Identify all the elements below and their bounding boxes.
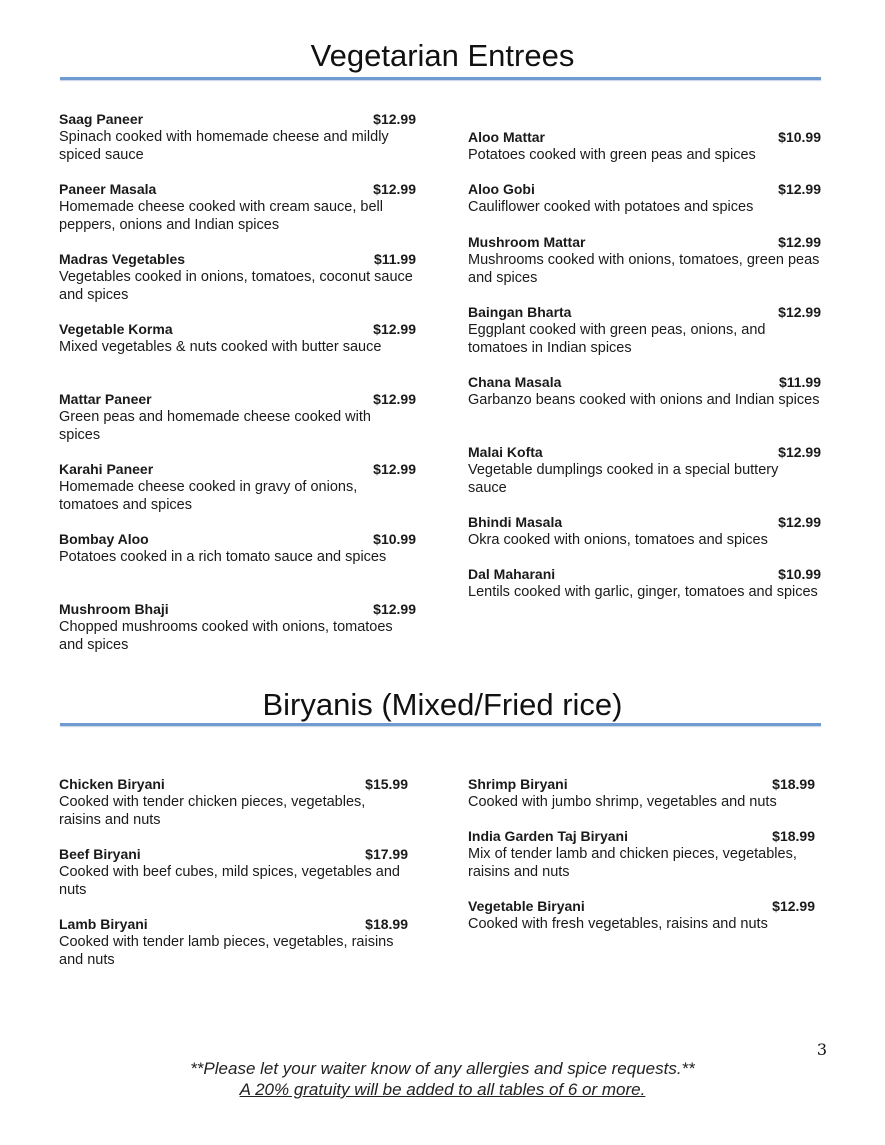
item-price: $12.99 <box>373 391 416 407</box>
item-name: Madras Vegetables <box>59 251 186 267</box>
menu-item <box>59 530 416 566</box>
menu-item <box>468 775 815 811</box>
item-price: $11.99 <box>778 374 821 390</box>
item-name: Vegetable Korma <box>59 321 173 337</box>
item-description: Mushrooms cooked with onions, tomatoes, green peas and spices <box>468 252 820 286</box>
menu-item <box>468 128 821 164</box>
item-price: $12.99 <box>772 898 815 914</box>
menu-item <box>468 827 815 881</box>
menu-item <box>59 460 416 514</box>
item-name: Baingan Bharta <box>468 304 572 320</box>
menu-item <box>59 845 408 899</box>
page-number: 3 <box>816 1040 827 1059</box>
item-name: Karahi Paneer <box>59 461 154 477</box>
item-price: $15.99 <box>365 776 408 792</box>
item-name: Mushroom Bhaji <box>59 601 169 617</box>
menu-item <box>468 233 821 287</box>
item-description: Mix of tender lamb and chicken pieces, vegetables, raisins and nuts <box>468 846 797 880</box>
item-description: Garbanzo beans cooked with onions and Indian spices <box>468 392 820 408</box>
item-description: Vegetable dumplings cooked in a special buttery sauce <box>468 462 779 496</box>
item-description: Potatoes cooked with green peas and spices <box>468 147 756 163</box>
item-price: $10.99 <box>373 531 416 547</box>
item-name: Aloo Mattar <box>468 129 545 145</box>
item-description: Homemade cheese cooked with cream sauce, bell peppers, onions and Indian spices <box>59 199 383 233</box>
item-price: $11.99 <box>373 251 416 267</box>
item-description: Mixed vegetables & nuts cooked with butter sauce <box>59 339 382 355</box>
item-name: Bhindi Masala <box>468 514 563 530</box>
item-price: $12.99 <box>373 601 416 617</box>
menu-item <box>468 513 821 549</box>
item-name: Shrimp Biryani <box>468 776 568 792</box>
menu-item <box>468 897 815 933</box>
section-divider <box>60 77 821 80</box>
item-name: Aloo Gobi <box>468 181 535 197</box>
item-price: $10.99 <box>778 129 821 145</box>
menu-item <box>59 600 416 654</box>
item-description: Green peas and homemade cheese cooked with spices <box>59 409 371 443</box>
item-name: Mushroom Mattar <box>468 234 586 250</box>
item-price: $12.99 <box>373 181 416 197</box>
footer-gratuity-note: A 20% gratuity will be added to all tables of 6 or more. <box>239 1080 646 1099</box>
item-description: Cooked with fresh vegetables, raisins and nuts <box>468 916 768 932</box>
item-price: $12.99 <box>373 461 416 477</box>
section-title-biryanis: Biryanis (Mixed/Fried rice) <box>262 687 623 722</box>
item-price: $12.99 <box>778 234 821 250</box>
item-name: Saag Paneer <box>59 111 144 127</box>
item-name: Mattar Paneer <box>59 391 152 407</box>
item-price: $12.99 <box>778 514 821 530</box>
item-name: Paneer Masala <box>59 181 157 197</box>
item-price: $18.99 <box>772 776 815 792</box>
menu-item <box>59 250 416 304</box>
section-divider <box>60 723 821 726</box>
item-description: Cooked with beef cubes, mild spices, vegetables and nuts <box>59 864 400 898</box>
menu-item <box>468 303 821 357</box>
item-name: Vegetable Biryani <box>468 898 585 914</box>
item-name: Lamb Biryani <box>59 916 148 932</box>
item-name: Bombay Aloo <box>59 531 149 547</box>
item-description: Spinach cooked with homemade cheese and mildly spiced sauce <box>59 129 389 163</box>
item-price: $18.99 <box>772 828 815 844</box>
item-description: Eggplant cooked with green peas, onions, and tomatoes in Indian spices <box>468 322 766 356</box>
menu-item <box>59 915 408 969</box>
item-price: $12.99 <box>778 444 821 460</box>
menu-item <box>59 110 416 164</box>
item-name: India Garden Taj Biryani <box>468 828 629 844</box>
item-description: Homemade cheese cooked in gravy of onions, tomatoes and spices <box>59 479 358 513</box>
item-name: Malai Kofta <box>468 444 543 460</box>
menu-item <box>468 180 821 216</box>
item-name: Chicken Biryani <box>59 776 165 792</box>
item-price: $12.99 <box>373 321 416 337</box>
menu-item <box>468 373 821 409</box>
item-price: $12.99 <box>373 111 416 127</box>
item-price: $10.99 <box>778 566 821 582</box>
menu-item <box>59 320 416 356</box>
item-description: Lentils cooked with garlic, ginger, tomatoes and spices <box>468 584 818 600</box>
menu-item <box>59 775 408 829</box>
item-price: $12.99 <box>778 304 821 320</box>
item-name: Beef Biryani <box>59 846 141 862</box>
item-name: Chana Masala <box>468 374 562 390</box>
item-description: Cooked with jumbo shrimp, vegetables and nuts <box>468 794 777 810</box>
item-description: Cooked with tender chicken pieces, vegetables, raisins and nuts <box>59 794 366 828</box>
item-name: Dal Maharani <box>468 566 556 582</box>
menu-item <box>468 443 821 497</box>
menu-item <box>59 390 416 444</box>
item-price: $18.99 <box>365 916 408 932</box>
item-description: Potatoes cooked in a rich tomato sauce and spices <box>59 549 387 565</box>
menu-item <box>59 180 416 234</box>
section-title-vegetarian-entrees: Vegetarian Entrees <box>310 38 575 73</box>
item-price: $12.99 <box>778 181 821 197</box>
footer-allergy-note: **Please let your waiter know of any allergies and spice requests.** <box>190 1059 695 1078</box>
item-description: Cauliflower cooked with potatoes and spices <box>468 199 754 215</box>
item-description: Vegetables cooked in onions, tomatoes, coconut sauce and spices <box>59 269 413 303</box>
item-description: Chopped mushrooms cooked with onions, tomatoes and spices <box>59 619 393 653</box>
item-description: Okra cooked with onions, tomatoes and spices <box>468 532 768 548</box>
item-price: $17.99 <box>365 846 408 862</box>
menu-item <box>468 565 821 601</box>
item-description: Cooked with tender lamb pieces, vegetables, raisins and nuts <box>59 934 394 968</box>
